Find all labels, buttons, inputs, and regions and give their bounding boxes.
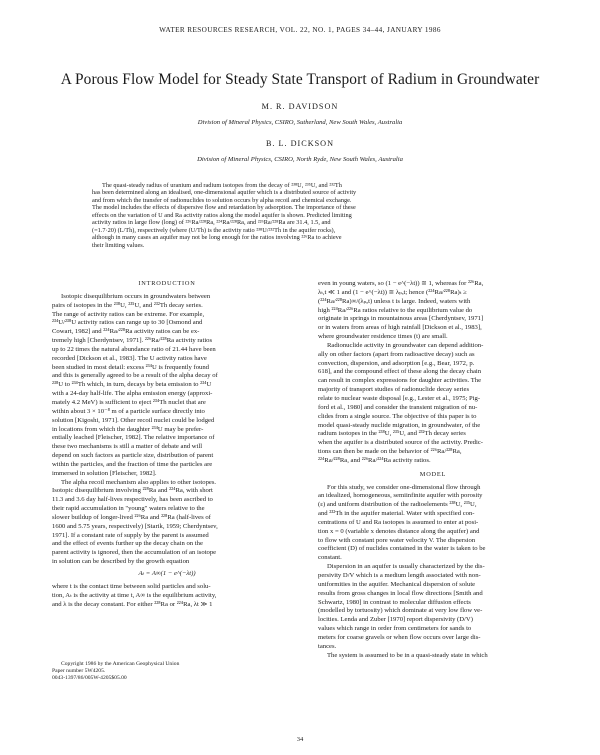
article-title: A Porous Flow Model for Steady State Transport of Radium in Groundwater: [60, 71, 540, 88]
body-line: and ²³²Th in the aquifer material. Water with specified con-: [318, 510, 475, 518]
body-line: clides from a single source. The objective of this paper is to: [318, 412, 477, 420]
body-line: where groundwater residence times (t) are small.: [318, 333, 448, 341]
body-line: constant.: [318, 554, 342, 562]
body-line: Cowart, 1982] and ²²⁴Ra/²²⁸Ra activity ratios can be ex-: [52, 328, 200, 336]
body-line: and the effect of events further up the decay chain on the: [52, 540, 203, 548]
body-line: convection, dispersion, and adsorption [e.g., Bear, 1972, p.: [318, 359, 475, 367]
body-line: when the aquifer is a distributed source of the activity. Predic-: [318, 439, 483, 447]
body-line: originate in springs in mountainous areas [Cherdyntsev, 1971]: [318, 315, 484, 323]
abstract-line: has been determined along an idealised, one-dimensional aquifer which is a distributed source of activity: [92, 189, 357, 197]
author-affiliation: Division of Mineral Physics, CSIRO, North Ryde, New South Wales, Australia: [197, 156, 403, 163]
body-line: and λ is the decay constant. For either ²²⁸Ra or ²²⁴Ra, λt ≫ 1: [52, 600, 213, 608]
body-line: 11.3 and 3.6 day half-lives respectively, has been ascribed to: [52, 496, 213, 504]
body-line: immersed in solution [Fleischer, 1982].: [52, 469, 157, 477]
abstract-line: (=1.7·20) (L/Th), respectively (where (U/Th) is the activity ratio ²³⁸U/²³²Th in the aquifer rocks),: [92, 226, 336, 234]
body-line: Dispersion in an aquifer is usually characterized by the dis-: [327, 563, 485, 571]
body-line: tremely high [Cherdyntsev, 1971]. ²²⁶Ra/²²⁸Ra activity ratios: [52, 337, 213, 345]
body-line: (²²⁴Ra/²²⁸Ra)∞/(λₚₐt) unless t is large. Indeed, waters with: [318, 297, 471, 305]
body-line: to flow with constant pore water velocity V. The dispersion: [318, 536, 476, 544]
body-line: pairs of isotopes in the ²³⁸U, ²³⁵U, and ²³²Th decay series.: [52, 301, 203, 309]
body-line: (modelled by tortuosity) which dominate at very low flow ve-: [318, 607, 483, 615]
section-heading-model: MODEL: [419, 470, 447, 478]
body-line: The system is assumed to be in a quasi-steady state in which: [327, 651, 488, 659]
body-line: results from gross changes in local flow directions [Smith and: [318, 589, 483, 597]
body-line: radium isotopes in the ²³⁸U, ²³⁵U, and ²³²Th decay series: [318, 430, 466, 438]
journal-running-header: WATER RESOURCES RESEARCH, VOL. 22, NO. 1, PAGES 34–44, JANUARY 1986: [159, 26, 441, 34]
body-line: (ε) and uniform distribution of the radioelements ²³⁸U, ²³⁵U,: [318, 501, 477, 509]
body-line: The alpha recoil mechanism also applies to other isotopes.: [61, 478, 217, 486]
body-line: locities. Lenda and Zuber [1970] report dispersivity (D/V): [318, 616, 473, 624]
body-line: solution [Kigoshi, 1971]. Other recoil nuclei could be lodged: [52, 416, 215, 424]
body-line: tances.: [318, 642, 337, 650]
abstract-line: activity ratios in large flow (long) of ²²⁶Ra/²²⁸Ra, ²²⁴Ra/²²⁸Ra, and ²²⁶Ra/²²⁸Ra are 31.4, 1.5, and: [92, 219, 331, 227]
body-line: been studied in most detail: excess ²³⁴U is frequently found: [52, 363, 209, 371]
body-line: centrations of U and Ra isotopes is assumed to enter at posi-: [318, 518, 479, 526]
copyright-line: 0043-1397/86/005W-4205$05.00: [52, 675, 127, 682]
body-line: tion, Aₜ is the activity at time t, A∞ is the equilibrium activity,: [52, 591, 217, 599]
body-line: within about 3 × 10⁻⁸ m of a particle surface directly into: [52, 407, 205, 415]
body-line: where t is the contact time between solid particles and solu-: [52, 582, 211, 590]
body-line: slower buildup of longer-lived ²²⁶Ra and ²²⁸Ra (half-lives of: [52, 513, 211, 521]
body-line: The range of activity ratios can be extreme. For example,: [52, 310, 205, 318]
growth-equation: Aₜ = A∞(1 − e^(−λt)): [138, 570, 196, 577]
body-line: depend on such factors as particle size, distribution of parent: [52, 452, 214, 460]
body-line: persivity D/V which is a medium length associated with non-: [318, 572, 481, 579]
body-line: can result in complex expressions for daughter activities. The: [318, 377, 482, 385]
body-line: in locations from which the daughter ²³⁴U may be prefer-: [52, 425, 204, 433]
body-line: these two mechanisms is still a matter of debate and will: [52, 443, 203, 451]
copyright-notice: [52, 661, 282, 683]
body-line: model quasi-steady nuclide migration, in groundwater, of the: [318, 421, 481, 429]
abstract-line: The quasi-steady radius of uranium and radium isotopes from the decay of ²³⁸U, ²³⁵U, and ²³²Th: [102, 182, 342, 189]
right-column: [318, 280, 548, 660]
copyright-line: Paper number 5W4205.: [52, 668, 106, 675]
body-line: or in waters from areas of high rainfall [Dickson et al., 1983],: [318, 324, 482, 332]
abstract: [92, 182, 510, 249]
body-line: Radionuclide activity in groundwater can depend addition-: [327, 341, 484, 349]
abstract-line: their limiting values.: [92, 241, 145, 249]
body-line: entially leached [Fleischer, 1982]. The relative importance of: [52, 434, 215, 442]
left-column: [52, 280, 282, 609]
body-line: with a 24-day half-life. The alpha emission energy (approxi-: [52, 390, 213, 398]
body-line: and this is generally agreed to be a result of the alpha decay of: [52, 372, 218, 380]
body-line: ²²⁴Ra/²²⁸Ra, and ²²⁶Ra/²²⁴Ra activity ratios.: [318, 456, 431, 464]
body-line: coefficient (D) of nuclides contained in the water is taken to be: [318, 545, 486, 553]
body-line: within the particles, and the fraction of time the particles are: [52, 460, 213, 468]
body-line: tion x = 0 (variable x denotes distance along the aquifer) and: [318, 527, 480, 535]
body-line: ford et al., 1980] and consider the transient migration of nu-: [318, 403, 478, 411]
body-line: parent activity is ignored, then the accumulation of an isotope: [52, 549, 217, 557]
body-line: up to 22 times the natural abundance ratio of 21.44 have been: [52, 345, 216, 353]
author-name: B. L. DICKSON: [265, 139, 335, 148]
body-line: ²³⁴U/²³⁸U activity ratios can range up to 30 [Osmond and: [52, 319, 203, 327]
abstract-line: and from which the transfer of radionuclides to solution occurs by alpha recoil and chemical exchange.: [92, 196, 352, 204]
body-line: ally on other factors (apart from radioactive decay) such as: [318, 350, 475, 358]
body-line: ²³⁸U to ²³⁴Th which, in turn, decays by beta emission to ²³⁴U: [52, 381, 212, 389]
section-heading-introduction: INTRODUCTION: [138, 280, 196, 287]
body-line: majority of transport studies of radionuclide decay series: [318, 386, 470, 394]
body-line: their rapid accumulation in "young" waters relative to the: [52, 505, 205, 513]
author-affiliation: Division of Mineral Physics, CSIRO, Sutherland, New South Wales, Australia: [197, 119, 403, 126]
body-line: uniformities in the aquifer. Mechanical dispersion of solute: [318, 580, 476, 588]
body-line: 1971]. If a constant rate of supply by the parent is assumed: [52, 531, 209, 539]
body-line: Isotopic disequilibrium occurs in groundwaters between: [61, 292, 211, 300]
abstract-line: The model includes the effects of dispersive flow and retardation by adsorption. The importance of these: [92, 204, 356, 212]
body-line: even in young waters, so (1 − e^(−λt)) ≅ 1, whereas for ²²⁶Ra,: [318, 280, 484, 287]
body-line: recorded [Dickson et al., 1983]. The U activity ratios have: [52, 354, 207, 362]
abstract-line: effects on the variation of U and Ra activity ratios along the model aquifer is shown. Predicted limiting: [92, 211, 352, 219]
body-line: high ²²⁴Ra/²²⁶Ra ratios relative to the equilibrium value do: [318, 306, 473, 314]
body-line: meters for coarse gravels or when flow occurs over large dis-: [318, 633, 481, 641]
body-line: relate to nuclear waste disposal [e.g., Lester et al., 1975; Pig-: [318, 394, 481, 402]
page-number: 34: [296, 736, 304, 743]
body-line: Isotopic disequilibrium involving ²²⁸Ra and ²²⁴Ra, with short: [52, 487, 213, 495]
abstract-line: although in many cases an aquifer may not be long enough for the ratios involving ²²⁶Ra to achieve: [92, 234, 342, 242]
body-line: 618], and the compound effect of these along the decay chain: [318, 368, 482, 376]
body-line: Schwartz, 1980] in contrast to molecular diffusion effects: [318, 598, 471, 606]
body-line: values which range in order from centimeters for sands to: [318, 625, 472, 633]
body-line: tions can then be made on the behavior of ²²⁶Ra/²²⁸Ra,: [318, 448, 462, 456]
body-line: in solution can be described by the growth equation: [52, 558, 190, 566]
author-name: M. R. DAVIDSON: [261, 102, 339, 111]
copyright-line: Copyright 1986 by the American Geophysical Union: [61, 661, 180, 667]
body-line: λₜ,t ≪ 1 and (1 − e^(−λt)) ≅ λₚₐt; hence (²²⁴Ra/²²⁸Ra)ₜ ≥: [318, 288, 467, 296]
body-line: For this study, we consider one-dimensional flow through: [327, 483, 481, 491]
body-line: 1600 and 5.75 years, respectively) [Starik, 1959; Cherdyntsev,: [52, 522, 218, 530]
body-line: mately 4.2 MeV) is sufficient to eject ²³⁴Th nuclei that are: [52, 398, 206, 406]
body-line: an idealized, homogeneous, semiinfinite aquifer with porosity: [318, 492, 483, 500]
